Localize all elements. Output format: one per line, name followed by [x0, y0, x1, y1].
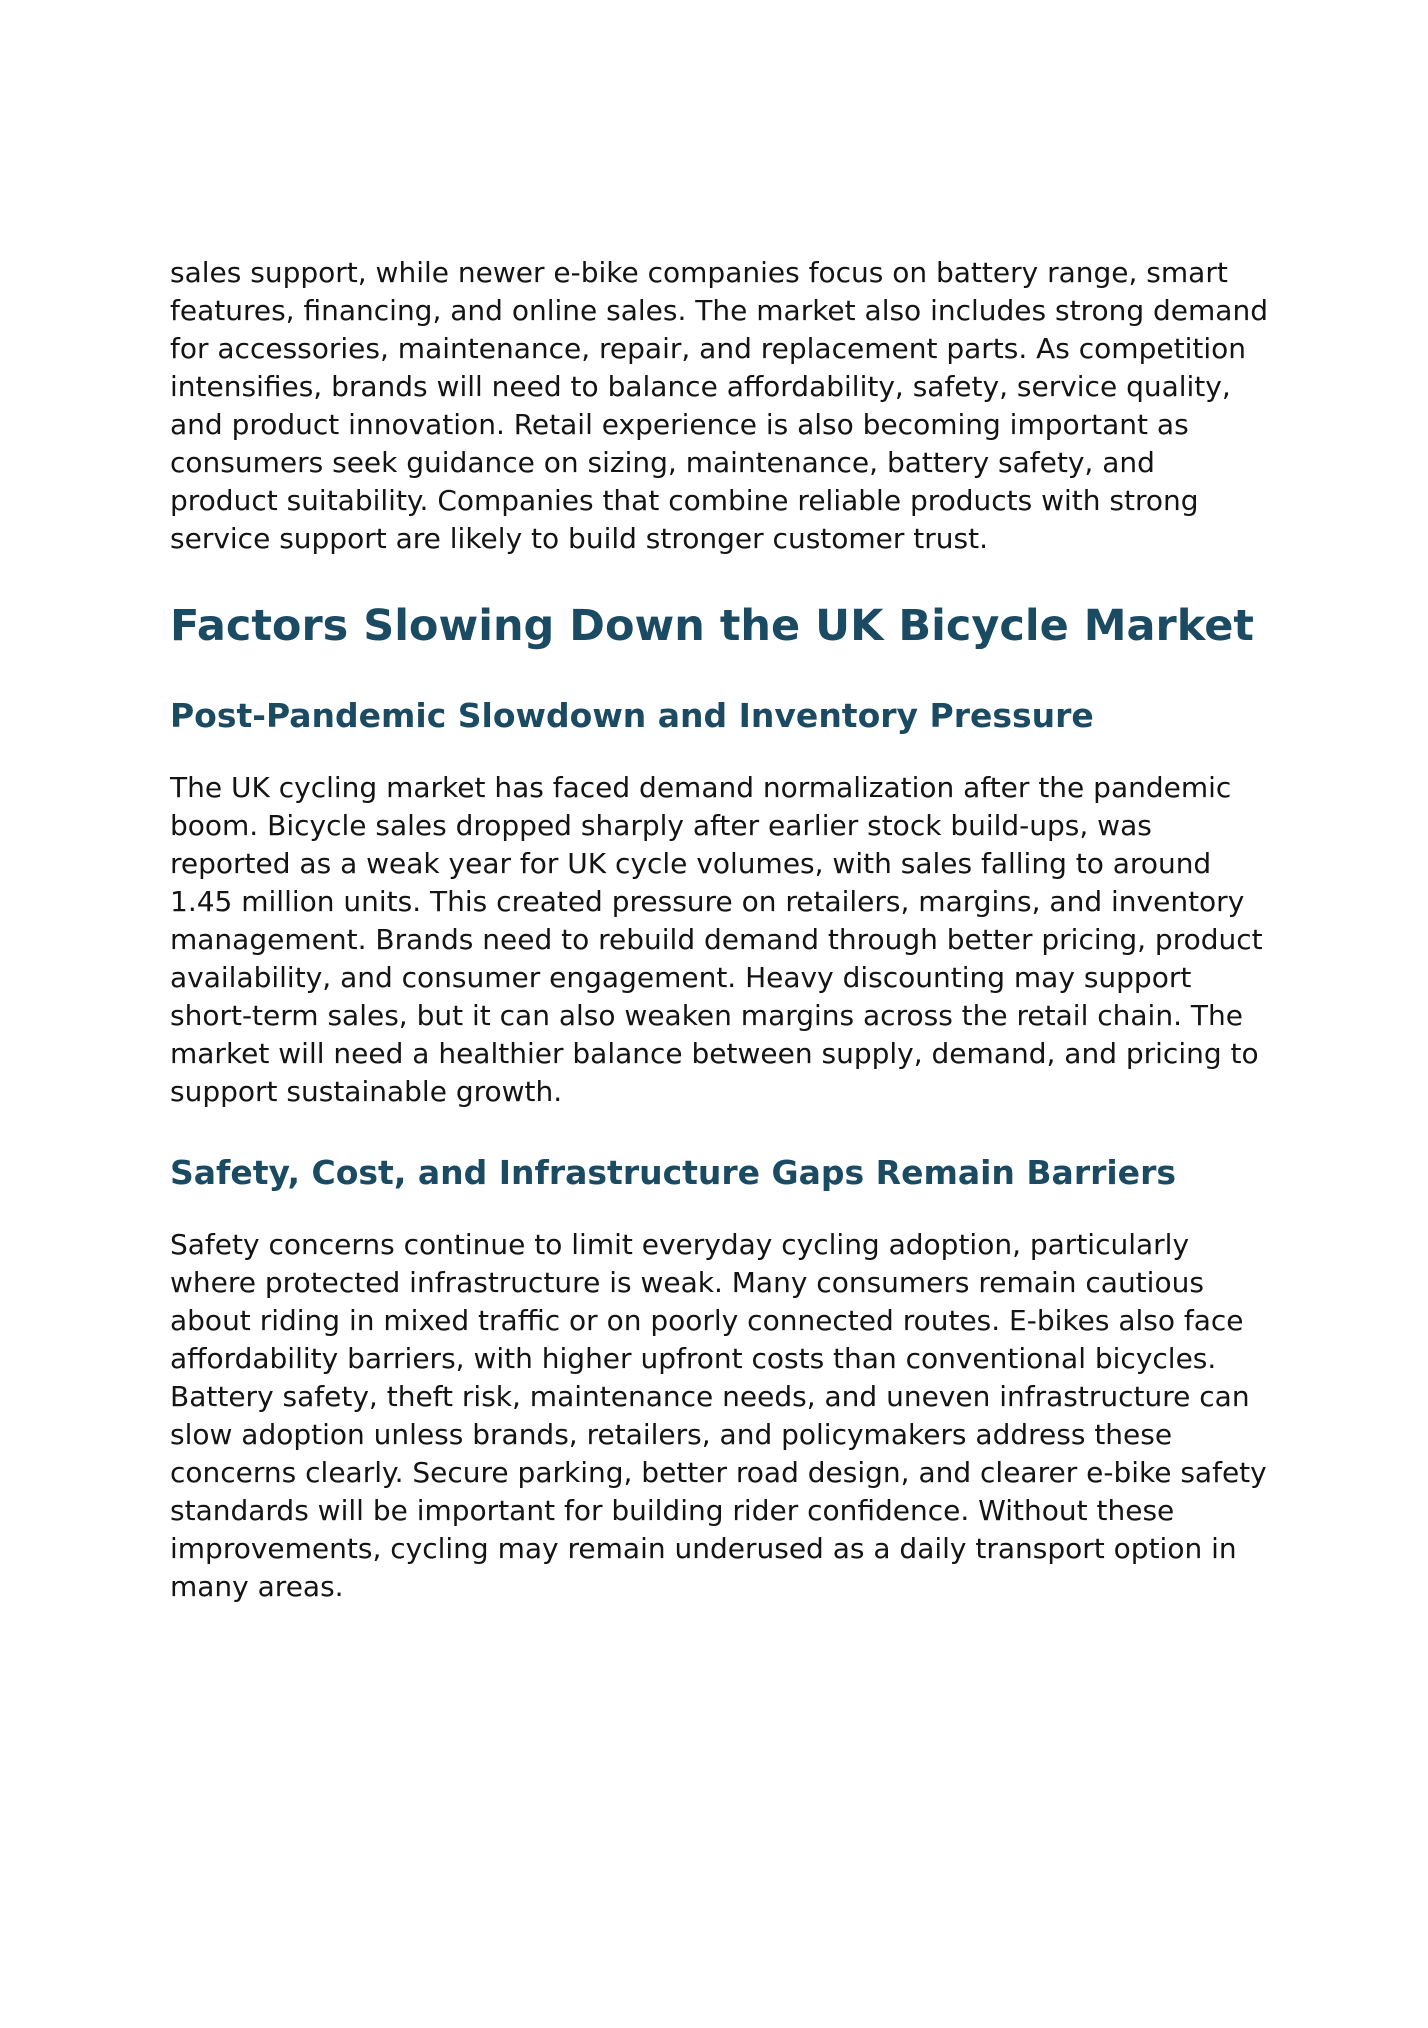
- page-content: [170, 254, 1270, 1606]
- subsection-heading-post-pandemic: Post-Pandemic Slowdown and Inventory Pressure: [170, 696, 1094, 735]
- subsection-paragraph-barriers: Safety concerns continue to limit everyday cycling adoption, particularly where protected infrastructure is weak. Many consumers remain cautious about riding in mixed traffic or on poorly connected routes. E-bikes also face affordability barriers, with higher upfront costs than conventional bicycles. Battery safety, theft risk, maintenance needs, and uneven infrastructure can slow adoption unless brands, retailers, and policymakers address these concerns clearly. Secure parking, better road design, and clearer e-bike safety standards will be important for building rider confidence. Without these improvements, cycling may remain underused as a daily transport option in many areas.: [170, 1228, 1267, 1603]
- subsection-heading-barriers: Safety, Cost, and Infrastructure Gaps Remain Barriers: [170, 1153, 1176, 1192]
- section-heading: Factors Slowing Down the UK Bicycle Market: [170, 601, 1254, 651]
- subsection-paragraph-post-pandemic: The UK cycling market has faced demand normalization after the pandemic boom. Bicycle sales dropped sharply after earlier stock build-ups, was reported as a weak year for UK cycle volumes, with sales falling to around 1.45 million units. This created pressure on retailers, margins, and inventory management. Brands need to rebuild demand through better pricing, product availability, and consumer engagement. Heavy discounting may support short-term sales, but it can also weaken margins across the retail chain. The market will need a healthier balance between supply, demand, and pricing to support sustainable growth.: [170, 771, 1263, 1108]
- intro-paragraph: sales support, while newer e-bike companies focus on battery range, smart features, financing, and online sales. The market also includes strong demand for accessories, maintenance, repair, and replacement parts. As competition intensifies, brands will need to balance affordability, safety, service quality, and product innovation. Retail experience is also becoming important as consumers seek guidance on sizing, maintenance, battery safety, and product suitability. Companies that combine reliable products with strong service support are likely to build stronger customer trust.: [170, 256, 1268, 555]
